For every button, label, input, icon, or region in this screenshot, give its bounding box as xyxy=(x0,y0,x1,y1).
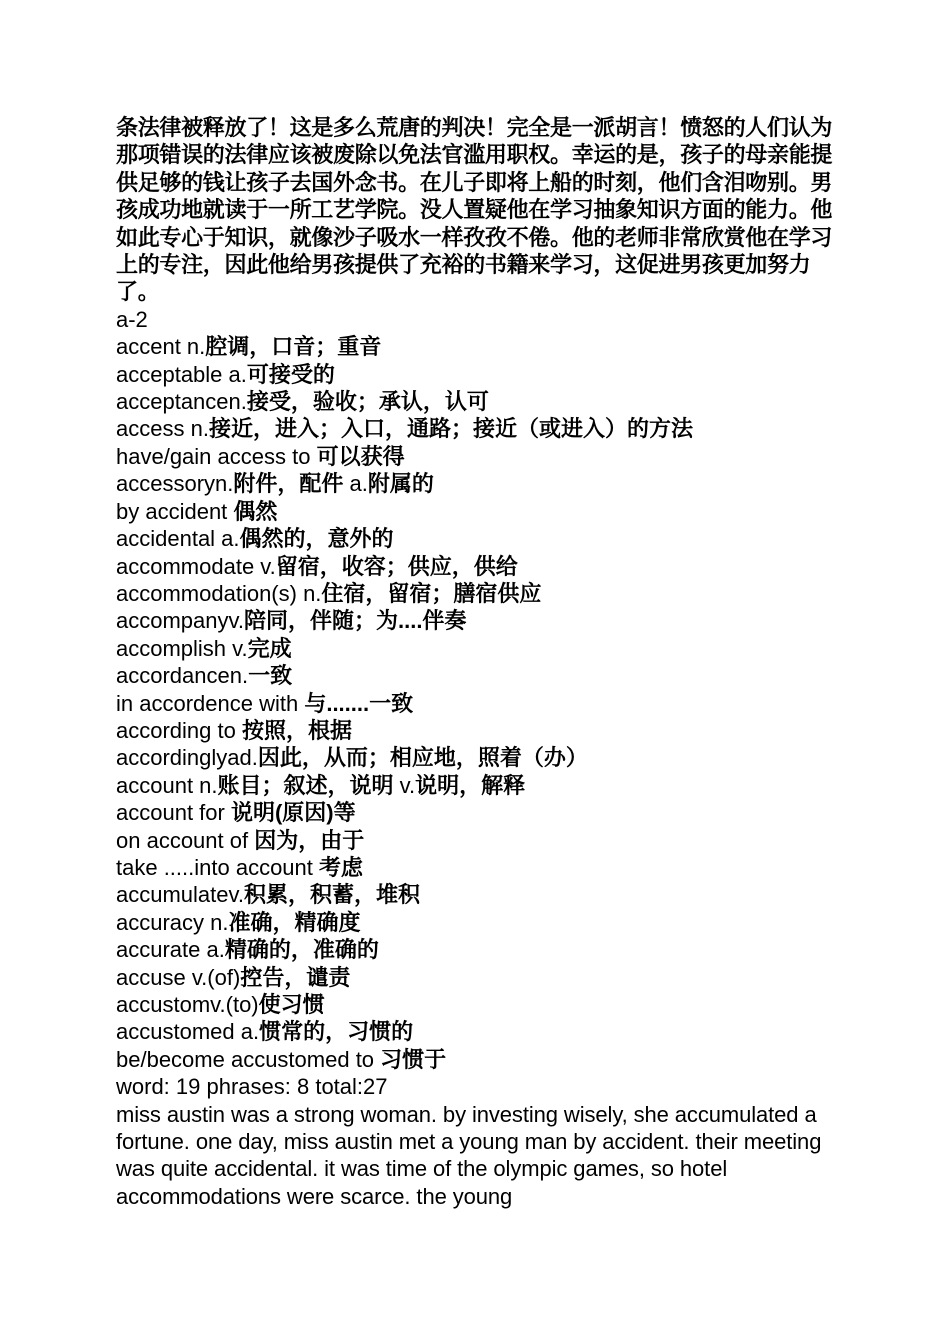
summary-line: word: 19 phrases: 8 total:27 xyxy=(116,1074,388,1100)
vocabulary-entry xyxy=(116,1046,840,1073)
entry-english-term: accent n. xyxy=(116,334,206,360)
entry-english-term: accuse v.(of) xyxy=(116,964,241,990)
vocabulary-entry xyxy=(116,470,840,497)
vocabulary-entry xyxy=(116,772,840,799)
vocabulary-entry xyxy=(116,936,840,963)
entry-chinese-definition: 习惯于 xyxy=(380,1046,447,1072)
entry-english-term: on account of xyxy=(116,827,255,853)
vocabulary-entry xyxy=(116,881,840,908)
entry-english-term: acceptancen. xyxy=(116,389,247,415)
entry-chinese-definition: 与.......一致 xyxy=(304,690,414,716)
entry-chinese-definition: 因为，由于 xyxy=(254,827,365,853)
vocabulary-entry xyxy=(116,854,840,881)
vocabulary-entry xyxy=(116,580,840,607)
entry-chinese-definition: 积累，积蓄，堆积 xyxy=(243,882,420,908)
entry-chinese-definition: 惯常的，习惯的 xyxy=(259,1019,414,1045)
entry-chinese-definition: 使习惯 xyxy=(258,992,325,1017)
entry-english-term: take .....into account xyxy=(116,854,320,880)
entry-chinese-definition: 精确的，准确的 xyxy=(224,937,379,963)
entry-english-term: account for xyxy=(116,800,231,826)
entry-english-term: by accident xyxy=(116,498,234,524)
vocabulary-entry xyxy=(116,333,840,360)
entry-chinese-definition: 考虑 xyxy=(319,854,364,880)
vocabulary-entry xyxy=(116,525,840,552)
entry-english-term: accuracy n. xyxy=(116,909,229,935)
entry-chinese-definition: 控告，谴责 xyxy=(240,964,351,990)
entry-chinese-definition: 住宿，留宿；膳宿供应 xyxy=(321,580,542,606)
entry-chinese-definition: 附件，配件 xyxy=(233,471,344,497)
vocabulary-entry xyxy=(116,388,840,415)
entry-english-term: have/gain access to xyxy=(116,443,317,469)
entry-english-term: accomplish v. xyxy=(116,635,248,661)
vocabulary-entry xyxy=(116,415,840,442)
vocabulary-entry xyxy=(116,717,840,744)
entry-chinese-definition: 腔调，口音；重音 xyxy=(205,334,382,360)
entry-english-term: accustomed a. xyxy=(116,1019,260,1045)
vocabulary-entry xyxy=(116,909,840,936)
vocabulary-list xyxy=(116,333,840,1073)
entry-chinese-definition: 因此，从而；相应地，照着（办） xyxy=(257,745,588,771)
entry-chinese-definition: 可以获得 xyxy=(316,443,405,469)
entry-chinese-definition: 偶然 xyxy=(233,498,278,524)
entry-english-term: access n. xyxy=(116,416,209,442)
vocabulary-entry xyxy=(116,690,840,717)
entry-english-term: be/become accustomed to xyxy=(116,1046,381,1072)
vocabulary-entry xyxy=(116,498,840,525)
entry-chinese-definition: 偶然的，意外的 xyxy=(239,526,394,552)
entry-chinese-definition: 接受，验收；承认，认可 xyxy=(246,389,489,415)
entry-english-term: accustomv.(to) xyxy=(116,992,259,1017)
entry-english-term: in accordence with xyxy=(116,690,305,716)
vocabulary-entry xyxy=(116,964,840,991)
entry-english-term: accompanyv. xyxy=(116,608,244,634)
vocabulary-entry xyxy=(116,443,840,470)
vocabulary-entry xyxy=(116,1018,840,1045)
entry-chinese-definition: 接近，进入；入口，通路；接近（或进入）的方法 xyxy=(208,416,693,442)
vocabulary-entry xyxy=(116,827,840,854)
entry-chinese-definition: 准确，精确度 xyxy=(228,909,361,935)
entry-english-term: accordancen. xyxy=(116,663,249,689)
entry-english-term: v. xyxy=(393,772,416,798)
story-paragraph: miss austin was a strong woman. by investing wisely, she accumulated a fortune. one day, miss austin met a young man by accident. their meeting was quite accidental. it was time of the olympic games, so hotel accommodations were scarce. the young xyxy=(116,1101,822,1209)
entry-chinese-definition: 说明，解释 xyxy=(415,772,526,798)
vocabulary-entry xyxy=(116,635,840,662)
entry-english-term: accommodation(s) n. xyxy=(116,580,322,606)
entry-chinese-definition: 可接受的 xyxy=(246,361,335,387)
vocabulary-entry xyxy=(116,361,840,388)
entry-chinese-definition: 按照，根据 xyxy=(241,717,352,743)
vocabulary-entry xyxy=(116,662,840,689)
section-label: a-2 xyxy=(116,306,148,332)
entry-english-term: accommodate v. xyxy=(116,553,276,579)
entry-chinese-definition: 一致 xyxy=(248,663,293,689)
entry-chinese-definition: 说明(原因)等 xyxy=(230,800,356,826)
entry-english-term: accumulatev. xyxy=(116,882,244,908)
entry-english-term: a. xyxy=(343,471,368,497)
vocabulary-entry xyxy=(116,799,840,826)
entry-english-term: accidental a. xyxy=(116,526,240,552)
vocabulary-entry xyxy=(116,607,840,634)
entry-english-term: acceptable a. xyxy=(116,361,247,387)
entry-chinese-definition: 陪同，伴随；为....伴奏 xyxy=(243,608,467,634)
intro-paragraph: 条法律被释放了！这是多么荒唐的判决！完全是一派胡言！愤怒的人们认为那项错误的法律应该被废除以免法官滥用职权。幸运的是，孩子的母亲能提供足够的钱让孩子去国外念书。在儿子即将上船的时刻，他们含泪吻别。男孩成功地就读于一所工艺学院。没人置疑他在学习抽象知识方面的能力。他如此专心于知识，就像沙子吸水一样孜孜不倦。他的老师非常欣赏他在学习上的专注，因此他给男孩提供了充裕的书籍来学习，这促进男孩更加努力了。 xyxy=(116,115,833,305)
vocabulary-entry xyxy=(116,744,840,771)
entry-english-term: accessoryn. xyxy=(116,471,234,497)
entry-chinese-definition: 账目；叙述，说明 xyxy=(217,772,394,798)
entry-chinese-definition: 附属的 xyxy=(367,471,434,497)
entry-chinese-definition: 留宿，收容；供应，供给 xyxy=(275,553,518,579)
vocabulary-entry xyxy=(116,991,840,1018)
document-page xyxy=(116,114,840,1210)
entry-english-term: according to xyxy=(116,717,242,743)
vocabulary-entry xyxy=(116,553,840,580)
entry-english-term: accordinglyad. xyxy=(116,745,258,771)
entry-english-term: accurate a. xyxy=(116,937,225,963)
entry-chinese-definition: 完成 xyxy=(247,635,292,661)
entry-english-term: account n. xyxy=(116,772,218,798)
